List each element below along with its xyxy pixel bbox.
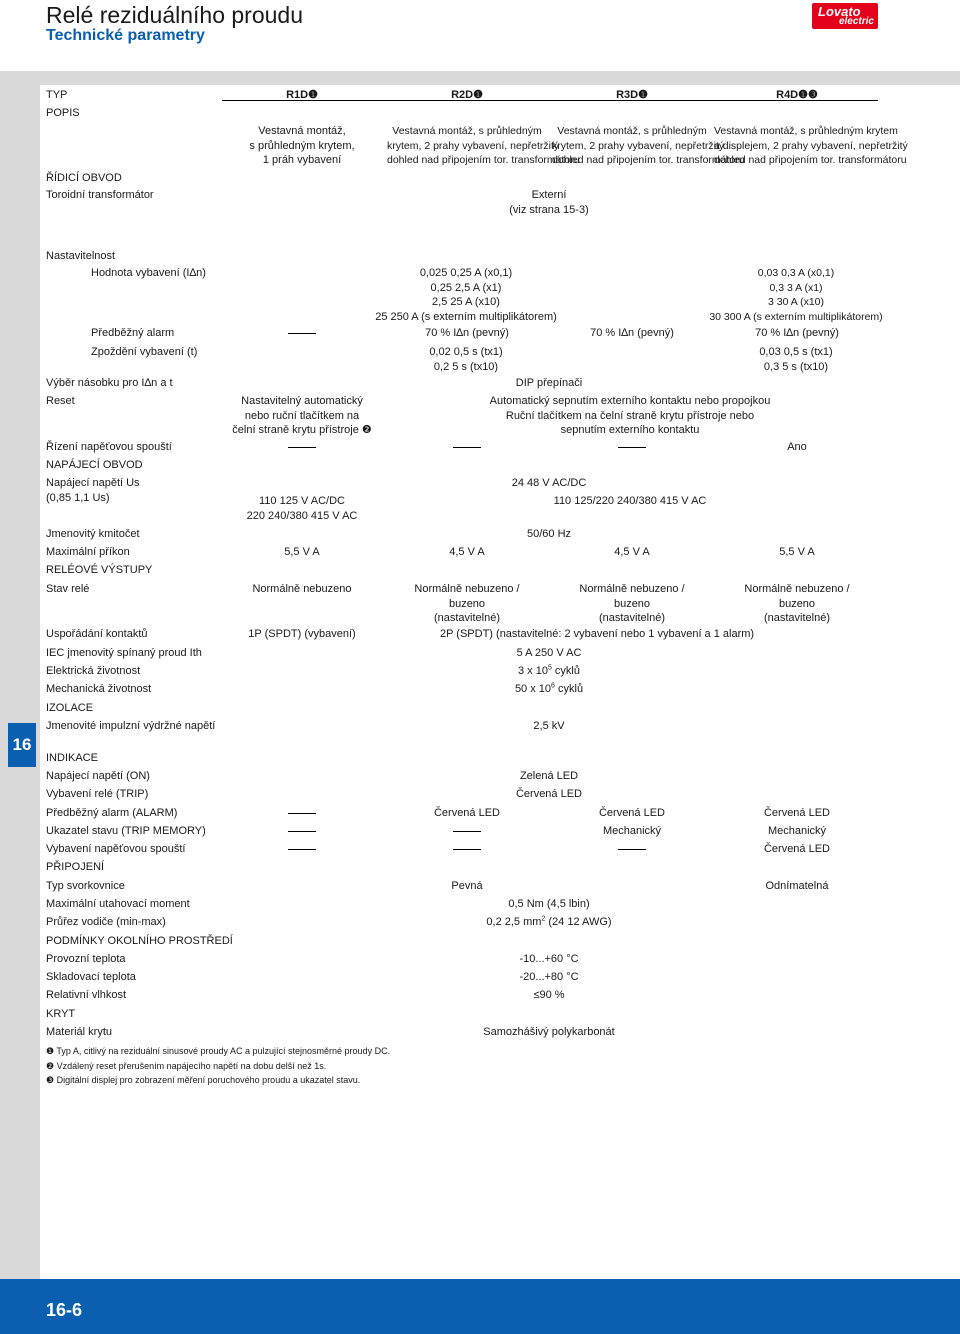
dash xyxy=(288,447,316,448)
moment-label: Maximální utahovací moment xyxy=(46,898,190,910)
typ-label: TYP xyxy=(46,89,68,101)
pripojeni-heading: PŘIPOJENÍ xyxy=(46,861,105,873)
vlhkost-label: Relativní vlhkost xyxy=(46,989,127,1001)
usporadani-r1: 1P (SPDT) (vybavení) xyxy=(248,628,356,640)
memory-r4: Mechanický xyxy=(767,825,827,837)
vlhkost-value: ≤90 % xyxy=(533,989,565,1001)
prikon-r1: 5,5 V A xyxy=(284,546,320,558)
footnote-3: ❸ Digitální displej pro zobrazení měření poruchového proudu a ukazatel stavu. xyxy=(46,1075,361,1085)
type-r4d: R4D❶❸ xyxy=(776,89,818,101)
prurez-value: 0,2 2,5 $mm^2$ (24 12 AWG) xyxy=(486,915,612,928)
logo-brand: Lovato xyxy=(818,4,861,19)
popis-r3d: Vestavná montáž, s průhledným krytem, 2 prahy vybavení, nepřetržitý dohled nad připojením tor. transformátoru xyxy=(552,125,745,166)
footnote-1: ❶ Typ A, citlivý na reziduální sinusové proudy AC a pulzující stejnosměrné proudy DC. xyxy=(46,1046,391,1056)
alarm-label: Předběžný alarm (ALARM) xyxy=(46,807,178,819)
prikon-r3: 4,5 V A xyxy=(614,546,650,558)
kryt-heading: KRYT xyxy=(46,1008,76,1020)
page-subtitle: Technické parametry xyxy=(46,27,205,44)
material-value: Samozhášivý polykarbonát xyxy=(483,1026,615,1038)
dash xyxy=(618,849,646,850)
prikon-r4: 5,5 V A xyxy=(779,546,815,558)
bottom-bar xyxy=(0,1279,960,1334)
alarm-r3: Červená LED xyxy=(598,807,666,819)
vyb-trip-label: Vybavení relé (TRIP) xyxy=(46,788,149,800)
toroid-value: Externí (viz strana 15-3) xyxy=(509,189,589,216)
zpozdeni-r4: 0,03 0,5 s (tx1) 0,3 5 s (tx10) xyxy=(759,346,833,373)
vyber-value: DIP přepínači xyxy=(515,377,583,389)
toroid-label: Toroidní transformátor xyxy=(46,189,154,201)
type-r1d: R1D❶ xyxy=(286,89,318,101)
provozni-value: -10...+60 °C xyxy=(519,953,579,965)
vyber-label: Výběr násobku pro I∆n a t xyxy=(46,377,173,389)
dash xyxy=(288,849,316,850)
provozni-label: Provozní teplota xyxy=(46,953,126,965)
memory-r3: Mechanický xyxy=(602,825,662,837)
stav-r4: Normálně nebuzeno / buzeno (nastavitelné) xyxy=(744,583,850,624)
popis-label: POPIS xyxy=(46,107,80,119)
stav-r1: Normálně nebuzeno xyxy=(252,583,352,595)
usporadani-rest: 2P (SPDT) (nastavitelné: 2 vybavení nebo 1 vybavení a 1 alarm) xyxy=(440,628,755,640)
page-number: 16-6 xyxy=(46,1300,83,1320)
popis-r4d: Vestavná montáž, s průhledným krytem a displejem, 2 prahy vybavení, nepřetržitý dohled nad připojením tor. transformátoru xyxy=(714,125,908,166)
sklad-value: -20...+80 °C xyxy=(519,971,579,983)
nap-on-value: Zelená LED xyxy=(519,770,579,782)
type-r3d: R3D❶ xyxy=(616,89,648,101)
memory-label: Ukazatel stavu (TRIP MEMORY) xyxy=(46,825,206,837)
alarm-r2: Červená LED xyxy=(433,807,501,819)
predbezny-label: Předběžný alarm xyxy=(91,327,175,339)
rizeni-label: Řízení napěťovou spouští xyxy=(46,441,172,453)
iec-label: IEC jmenovitý spínaný proud Ith xyxy=(46,647,202,659)
elektricka-label: Elektrická životnost xyxy=(46,665,141,677)
ridici-obvod-heading: ŘÍDICÍ OBVOD xyxy=(46,172,122,184)
reset-rest: Automatický sepnutím externího kontaktu nebo propojkou Ruční tlačítkem na čelní straně krytu přístroje nebo sepnutím externího kontaktu xyxy=(489,395,771,436)
dash xyxy=(618,447,646,448)
usporadani-label: Uspořádání kontaktů xyxy=(46,628,148,640)
svorky-label: Typ svorkovnice xyxy=(46,880,125,892)
sklad-label: Skladovací teplota xyxy=(46,971,136,983)
header-rule xyxy=(222,100,878,101)
hodnota-label: Hodnota vybavení (I∆n) xyxy=(91,267,206,279)
impulz-value: 2,5 kV xyxy=(533,720,565,732)
footnote-2: ❷ Vzdálený reset přerušením napájecího napětí na dobu delší než 1s. xyxy=(46,1061,327,1071)
hodnota-r1-r3: 0,025 0,25 A (x0,1) 0,25 2,5 A (x1) 2,5 25 A (x10) 25 250 A (s externím multiplikátorem) xyxy=(375,267,557,323)
kmitocet-label: Jmenovitý kmitočet xyxy=(46,528,140,540)
dash xyxy=(453,447,481,448)
dash xyxy=(288,831,316,832)
predbezny-r4: 70 % I∆n (pevný) xyxy=(755,327,839,339)
top-bar xyxy=(0,71,960,85)
elektricka-value: 3 x $10^5$ cyklů xyxy=(518,664,580,677)
mechanicka-label: Mechanická životnost xyxy=(46,683,152,695)
alarm-r4: Červená LED xyxy=(763,807,831,819)
svorky-r1-r3: Pevná xyxy=(451,880,483,892)
moment-value: 0,5 Nm (4,5 lbin) xyxy=(508,898,590,910)
napeti-all: 24 48 V AC/DC xyxy=(511,477,587,489)
popis-r1d: Vestavná montáž, s průhledným krytem, 1 práh vybavení xyxy=(249,125,355,166)
rizeni-r4: Ano xyxy=(787,441,807,453)
predbezny-r2: 70 % I∆n (pevný) xyxy=(425,327,509,339)
iec-value: 5 A 250 V AC xyxy=(516,647,582,659)
stav-label: Stav relé xyxy=(46,583,90,595)
hodnota-r4: 0,03 0,3 A (x0,1) 0,3 3 A (x1) 3 30 A (x10) 30 300 A (s externím multiplikátorem) xyxy=(709,267,883,323)
napeti-r1: 110 125 V AC/DC 220 240/380 415 V AC xyxy=(246,495,358,522)
nastavitelnost-label: Nastavitelnost xyxy=(46,250,116,262)
svorky-r4: Odnímatelná xyxy=(765,880,829,892)
stav-r2: Normálně nebuzeno / buzeno (nastavitelné) xyxy=(414,583,520,624)
reset-r1: Nastavitelný automatický nebo ruční tlačítkem na čelní straně krytu přístroje ❷ xyxy=(232,395,372,436)
mechanicka-value: 50 x $10^6$ cyklů xyxy=(514,682,584,695)
reset-label: Reset xyxy=(46,395,75,407)
napeti-rest: 110 125/220 240/380 415 V AC xyxy=(553,495,707,507)
izolace-heading: IZOLACE xyxy=(46,702,94,714)
nap-on-label: Napájecí napětí (ON) xyxy=(46,770,150,782)
napajeci-obvod-heading: NAPÁJECÍ OBVOD xyxy=(46,459,143,471)
material-label: Materiál krytu xyxy=(46,1026,113,1038)
side-bar xyxy=(0,85,40,1279)
type-r2d: R2D❶ xyxy=(451,89,483,101)
popis-r2d: Vestavná montáž, s průhledným krytem, 2 prahy vybavení, nepřetržitý dohled nad připojením tor. transformátoru xyxy=(387,125,580,166)
zpozdeni-label: Zpoždění vybavení (t) xyxy=(91,346,198,358)
dash xyxy=(288,813,316,814)
stav-r3: Normálně nebuzeno / buzeno (nastavitelné) xyxy=(579,583,685,624)
prikon-r2: 4,5 V A xyxy=(449,546,485,558)
vyb-trip-value: Červená LED xyxy=(515,788,583,800)
prurez-label: Průřez vodiče (min-max) xyxy=(46,916,166,928)
logo-sub: electric xyxy=(838,16,874,27)
zpozdeni-r1-r3: 0,02 0,5 s (tx1) 0,2 5 s (tx10) xyxy=(429,346,503,373)
vyb-spoust-label: Vybavení napěťovou spouští xyxy=(46,843,186,855)
impulz-label: Jmenovité impulzní výdržné napětí xyxy=(46,720,216,732)
vyb-spoust-r4: Červená LED xyxy=(763,843,831,855)
chapter-tab: 16 xyxy=(8,723,36,767)
dash xyxy=(453,831,481,832)
predbezny-r3: 70 % I∆n (pevný) xyxy=(590,327,674,339)
indikace-heading: INDIKACE xyxy=(46,752,98,764)
dash xyxy=(453,849,481,850)
prikon-label: Maximální příkon xyxy=(46,546,130,558)
podminky-heading: PODMÍNKY OKOLNÍHO PROSTŘEDÍ xyxy=(46,935,233,947)
page-title: Relé reziduálního proudu xyxy=(46,2,304,28)
kmitocet-value: 50/60 Hz xyxy=(526,528,572,540)
lovato-logo xyxy=(812,3,878,29)
napeti-label: Napájecí napětí Us (0,85 1,1 Us) xyxy=(46,477,140,504)
dash xyxy=(288,333,316,334)
releove-heading: RELÉOVÉ VÝSTUPY xyxy=(46,564,153,576)
